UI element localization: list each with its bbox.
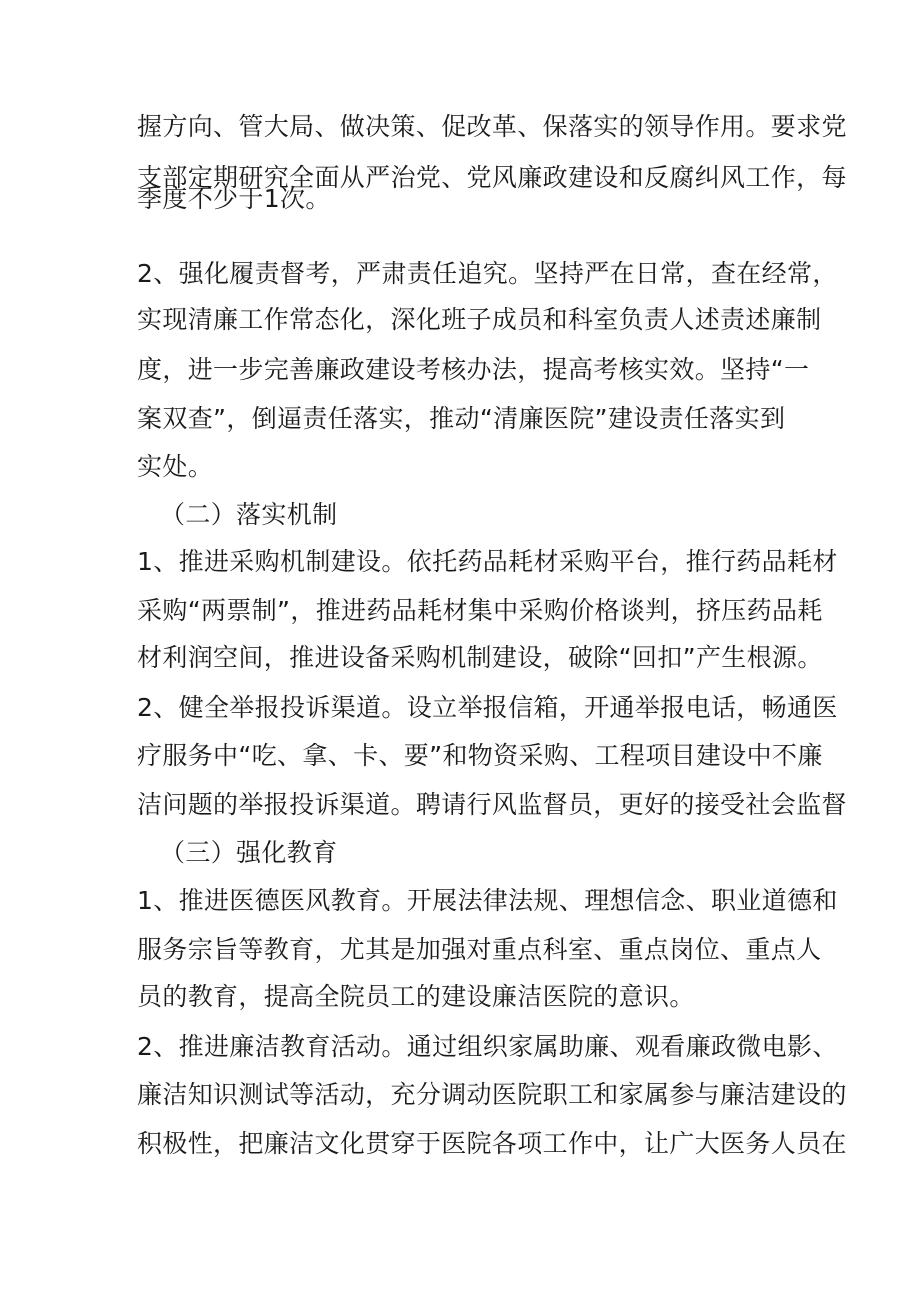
text-line: 廉洁知识测试等活动，充分调动医院职工和家属参与廉洁建设的 bbox=[137, 1080, 847, 1109]
text-line: 采购“两票制”，推进药品耗材集中采购价格谈判，挤压药品耗 bbox=[137, 596, 823, 625]
text-line: 实处。 bbox=[137, 452, 214, 481]
text-line: 2、推进廉洁教育活动。通过组织家属助廉、观看廉政微电影、 bbox=[137, 1032, 838, 1061]
text-line: 季度不少于1次。 bbox=[137, 184, 331, 213]
section-heading: （三）强化教育 bbox=[160, 838, 338, 867]
text-line: 2、健全举报投诉渠道。设立举报信箱，开通举报电话，畅通医 bbox=[137, 693, 838, 722]
text-line: 材利润空间，推进设备采购机制建设，破除“回扣”产生根源。 bbox=[137, 643, 823, 672]
text-line: 员的教育，提高全院员工的建设廉洁医院的意识。 bbox=[137, 982, 695, 1011]
text-line: 案双查”，倒逼责任落实，推动“清廉医院”建设责任落实到 bbox=[137, 404, 786, 433]
section-heading: （二）落实机制 bbox=[160, 500, 338, 529]
text-line: 1、推进医德医风教育。开展法律法规、理想信念、职业道德和 bbox=[137, 886, 838, 915]
text-line: 洁问题的举报投诉渠道。聘请行风监督员，更好的接受社会监督 bbox=[137, 790, 847, 819]
text-line: 疗服务中“吃、拿、卡、要”和物资采购、工程项目建设中不廉 bbox=[137, 741, 823, 770]
text-line: 积极性，把廉洁文化贯穿于医院各项工作中，让广大医务人员在 bbox=[137, 1129, 847, 1158]
text-line: 1、推进采购机制建设。依托药品耗材采购平台，推行药品耗材 bbox=[137, 547, 838, 576]
text-line: 服务宗旨等教育，尤其是加强对重点科室、重点岗位、重点人 bbox=[137, 935, 822, 964]
text-line: 实现清廉工作常态化，深化班子成员和科室负责人述责述廉制 bbox=[137, 305, 822, 334]
text-line: 握方向、管大局、做决策、促改革、保落实的领导作用。要求党 bbox=[137, 112, 847, 141]
text-line: 2、强化履责督考，严肃责任追究。坚持严在日常，查在经常， bbox=[137, 259, 838, 288]
text-line: 度，进一步完善廉政建设考核办法，提高考核实效。坚持“一 bbox=[137, 355, 810, 384]
text-line: 支部定期研究全面从严治党、党风廉政建设和反腐纠风工作，每 bbox=[137, 163, 847, 192]
